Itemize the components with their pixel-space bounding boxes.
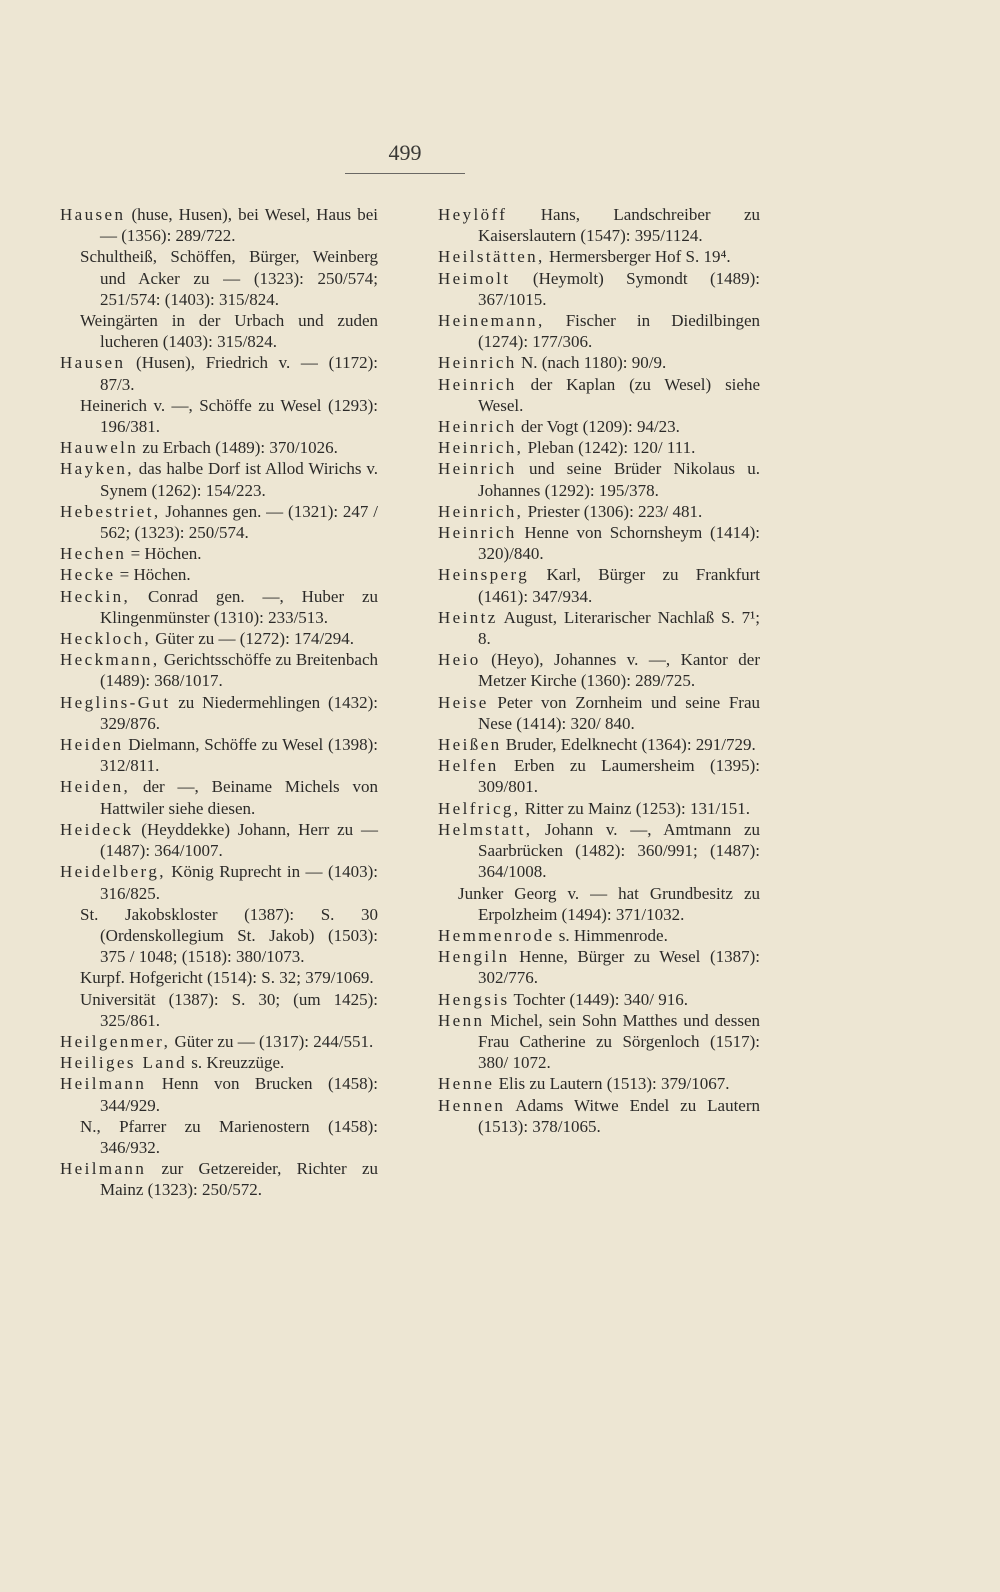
page-number-rule — [345, 173, 465, 174]
entry-text: Michel, sein Sohn Matthes und dessen Frau Catherine zu Sörgenloch (1517): 380/ 1072. — [478, 1010, 760, 1073]
entry-headword: Heinrich, — [438, 501, 524, 521]
entry-headword: Hauweln — [60, 438, 139, 458]
entry-text: der —, Beiname Michels von Hattwiler siehe diesen. — [100, 777, 378, 818]
entry-text: zur Getzereider, Richter zu Mainz (1323): 250/572. — [100, 1159, 378, 1200]
index-entry — [60, 692, 378, 734]
entry-text: = Höchen. — [115, 565, 191, 585]
index-entry — [60, 437, 378, 458]
index-column-right — [438, 204, 760, 1137]
page-number: 499 — [388, 140, 422, 165]
index-entry — [438, 564, 760, 606]
index-entry — [60, 204, 378, 246]
index-entry — [60, 543, 378, 564]
entry-text: Henn von Brucken (1458): 344/929. — [100, 1074, 378, 1115]
entry-text: Ritter zu Mainz (1253): 131/151. — [520, 798, 750, 818]
index-entry — [438, 268, 760, 310]
entry-headword: Heinrich — [438, 374, 517, 394]
entry-text: das halbe Dorf ist Allod Wirichs v. Synem (1262): 154/223. — [100, 459, 378, 500]
index-entry — [438, 1095, 760, 1137]
entry-headword: Heinrich — [438, 459, 517, 479]
entry-headword: Hecke — [60, 565, 116, 585]
entry-headword: Heilmann — [60, 1074, 147, 1094]
entry-headword: Heinrich, — [438, 438, 524, 458]
index-entry — [438, 204, 760, 246]
entry-headword: Heinemann, — [438, 311, 545, 331]
entry-text: Peter von Zornheim und seine Frau Nese (1414): 320/ 840. — [478, 692, 760, 733]
entry-text: und seine Brüder Nikolaus u. Johannes (1292): 195/378. — [478, 459, 760, 500]
entry-headword: Heidelberg, — [60, 862, 166, 882]
entry-text: Henne, Bürger zu Wesel (1387): 302/776. — [478, 947, 760, 988]
index-entry — [60, 352, 378, 394]
entry-headword: Heinrich — [438, 353, 517, 373]
entry-headword: Helfricg, — [438, 798, 521, 818]
entry-text: Elis zu Lautern (1513): 379/1067. — [494, 1074, 730, 1094]
entry-headword: Hausen — [60, 353, 126, 373]
index-entry — [438, 522, 760, 564]
entry-headword: Heckloch, — [60, 629, 151, 649]
index-subentry: Junker Georg v. — hat Grundbesitz zu Erpolzheim (1494): 371/1032. — [458, 883, 760, 924]
index-subentry: Heinerich v. —, Schöffe zu Wesel (1293): 196/381. — [80, 395, 378, 437]
entry-headword: Heckin, — [60, 586, 131, 606]
entry-text: Bruder, Edelknecht (1364): 291/729. — [501, 735, 756, 755]
index-entry — [438, 925, 760, 946]
entry-text: = Höchen. — [126, 544, 202, 564]
entry-headword: Henne — [438, 1074, 495, 1094]
entry-text: Johannes gen. — (1321): 247 / 562; (1323): 250/574. — [100, 501, 378, 543]
entry-text: zu Niedermehlingen (1432): 329/876. — [100, 692, 378, 733]
index-entry — [438, 755, 760, 797]
entry-text: s. Himmenrode. — [554, 925, 668, 945]
entry-headword: Heinrich — [438, 523, 517, 543]
index-entry — [438, 798, 760, 819]
index-entry — [438, 946, 760, 988]
entry-headword: Helfen — [438, 756, 499, 776]
entry-headword: Helmstatt, — [438, 819, 533, 839]
entry-headword: Hengsis — [438, 989, 510, 1009]
entry-text: der Kaplan (zu Wesel) siehe Wesel. — [478, 374, 760, 415]
entry-text: August, Literarischer Nachlaß S. 7¹; 8. — [478, 607, 760, 649]
entry-text: (Heyo), Johannes v. —, Kantor der Metzer Kirche (1360): 289/725. — [478, 650, 760, 691]
index-entry — [60, 819, 378, 861]
entry-headword: Heilgenmer, — [60, 1031, 171, 1051]
index-entry — [438, 352, 760, 373]
index-entry — [438, 374, 760, 416]
entry-text: Hermersberger Hof S. 19⁴. — [544, 247, 731, 267]
index-entry — [438, 1073, 760, 1094]
entry-text: Johann v. —, Amtmann zu Saarbrücken (1482): 360/991; (1487): 364/1008. — [478, 819, 760, 882]
entry-headword: Heglins-Gut — [60, 692, 171, 712]
index-subentry: St. Jakobskloster (1387): S. 30 (Ordenskollegium St. Jakob) (1503): 375 / 1048; (1518): 380/1073. — [80, 904, 378, 967]
index-entry — [438, 819, 760, 883]
entry-headword: Hayken, — [60, 459, 134, 479]
index-entry — [60, 861, 378, 903]
index-entry — [438, 989, 760, 1010]
index-entry — [438, 501, 760, 522]
index-entry — [438, 246, 760, 267]
index-entry — [60, 564, 378, 585]
entry-text: (huse, Husen), bei Wesel, Haus bei — (1356): 289/722. — [100, 205, 378, 246]
index-entry — [438, 437, 760, 458]
entry-text: Dielmann, Schöffe zu Wesel (1398): 312/811. — [100, 735, 378, 776]
index-entry — [438, 649, 760, 691]
index-entry — [60, 1073, 378, 1115]
index-subentry: N., Pfarrer zu Marienostern (1458): 346/932. — [80, 1116, 378, 1157]
entry-text: der Vogt (1209): 94/23. — [516, 417, 680, 437]
entry-headword: Henn — [438, 1010, 485, 1030]
entry-headword: Heinrich — [438, 417, 517, 437]
index-entry — [60, 1031, 378, 1052]
entry-headword: Hengiln — [438, 947, 510, 967]
index-entry — [60, 458, 378, 500]
entry-text: Priester (1306): 223/ 481. — [523, 501, 703, 521]
entry-text: Güter zu — (1317): 244/551. — [170, 1031, 374, 1051]
index-column-left — [60, 204, 378, 1201]
index-entry — [60, 586, 378, 628]
entry-text: Güter zu — (1272): 174/294. — [151, 629, 355, 649]
entry-headword: Heinsperg — [438, 565, 530, 585]
entry-text: Gerichtsschöffe zu Breitenbach (1489): 368/1017. — [100, 650, 378, 691]
entry-headword: Heiden, — [60, 777, 131, 797]
index-entry — [438, 1010, 760, 1074]
index-entry — [60, 649, 378, 691]
entry-text: (Heyddekke) Johann, Herr zu — (1487): 364/1007. — [100, 819, 378, 861]
entry-text: (Heymolt) Symondt (1489): 367/1015. — [478, 268, 760, 309]
entry-text: Erben zu Laumersheim (1395): 309/801. — [478, 756, 760, 797]
index-subentry: Universität (1387): S. 30; (um 1425): 325/861. — [80, 989, 378, 1030]
entry-headword: Hebestriet, — [60, 501, 161, 521]
index-subentry: Weingärten in der Urbach und zuden lucheren (1403): 315/824. — [80, 311, 378, 352]
entry-text: König Ruprecht in — (1403): 316/825. — [100, 862, 378, 903]
index-entry — [438, 310, 760, 352]
entry-text: Pleban (1242): 120/ 111. — [523, 438, 696, 458]
index-entry — [60, 628, 378, 649]
index-entry — [60, 734, 378, 776]
index-entry — [60, 501, 378, 543]
index-entry — [438, 734, 760, 755]
entry-text: Karl, Bürger zu Frankfurt (1461): 347/934. — [478, 565, 760, 606]
entry-text: Adams Witwe Endel zu Lautern (1513): 378/1065. — [478, 1095, 760, 1136]
index-entry — [60, 1158, 378, 1200]
entry-text: Fischer in Diedilbingen (1274): 177/306. — [478, 311, 760, 352]
entry-headword: Hausen — [60, 205, 126, 224]
entry-headword: Heideck — [60, 819, 134, 839]
entry-headword: Heintz — [438, 607, 498, 627]
index-entry — [438, 416, 760, 437]
index-entry — [438, 458, 760, 500]
index-subentry: Kurpf. Hofgericht (1514): S. 32; 379/1069. — [80, 968, 374, 988]
entry-headword: Heilstätten, — [438, 247, 545, 267]
index-entry — [60, 776, 378, 818]
index-entry — [438, 692, 760, 734]
entry-headword: Heckmann, — [60, 650, 160, 670]
entry-headword: Heylöff — [438, 205, 508, 224]
entry-text: Henne von Schornsheym (1414): 320)/840. — [478, 523, 760, 564]
entry-text: Hans, Landschreiber zu Kaiserslautern (1547): 395/1124. — [478, 205, 760, 246]
entry-headword: Hemmenrode — [438, 925, 555, 945]
entry-headword: Hennen — [438, 1095, 506, 1115]
entry-text: Tochter (1449): 340/ 916. — [509, 989, 688, 1009]
entry-headword: Heio — [438, 650, 481, 670]
entry-text: (Husen), Friedrich v. — (1172): 87/3. — [100, 353, 378, 394]
entry-text: zu Erbach (1489): 370/1026. — [138, 438, 338, 458]
index-entry — [438, 607, 760, 649]
entry-text: N. (nach 1180): 90/9. — [516, 353, 667, 373]
entry-headword: Heißen — [438, 735, 502, 755]
entry-headword: Heiden — [60, 735, 124, 755]
entry-text: s. Kreuzzüge. — [187, 1053, 285, 1073]
index-entry — [60, 1052, 378, 1073]
entry-text: Conrad gen. —, Huber zu Klingenmünster (1310): 233/513. — [100, 586, 378, 627]
entry-headword: Heiliges Land — [60, 1053, 188, 1073]
entry-headword: Heimolt — [438, 268, 511, 288]
index-subentry: Schultheiß, Schöffen, Bürger, Weinberg und Acker zu — (1323): 250/574; 251/574: (1403): 315/824. — [80, 247, 378, 309]
entry-headword: Hechen — [60, 544, 127, 564]
entry-headword: Heise — [438, 692, 489, 712]
entry-headword: Heilmann — [60, 1159, 147, 1179]
